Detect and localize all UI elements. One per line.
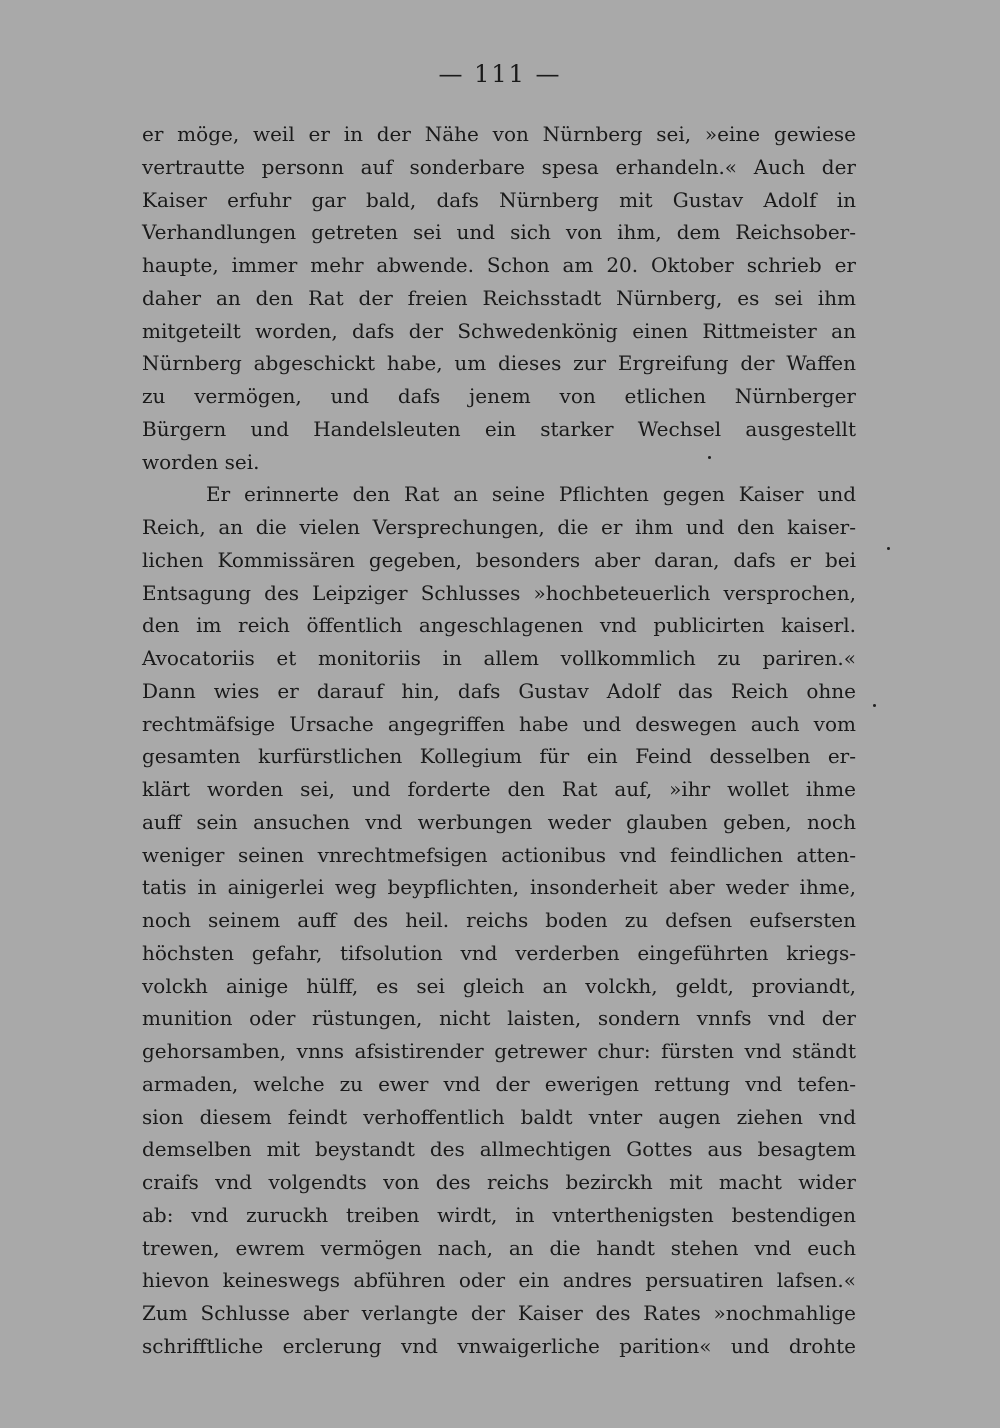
- text-line: Zum Schlusse aber verlangte der Kaiser des Rates »nochmahlige: [142, 1301, 856, 1325]
- text-line: Nürnberg abgeschickt habe, um dieses zur Ergreifung der Waffen: [142, 351, 856, 376]
- text-line: Avocatoriis et monitoriis in allem vollkommlich zu pariren.«: [142, 646, 856, 670]
- text-line: demselben mit beystandt des allmechtigen Gottes aus besagtem: [142, 1137, 856, 1162]
- text-line: Reich, an die vielen Versprechungen, die er ihm und den kaiser-: [142, 515, 856, 539]
- text-line: daher an den Rat der freien Reichsstadt Nürnberg, es sei ihm: [142, 285, 856, 310]
- text-line: hievon keineswegs abführen oder ein andres persuatiren lafsen.«: [142, 1268, 856, 1293]
- print-speck: [873, 704, 876, 707]
- text-line: trewen, ewrem vermögen nach, an die handt stehen vnd euch: [142, 1235, 856, 1260]
- text-line: ab: vnd zuruckh treiben wirdt, in vnterthenigsten bestendigen: [142, 1202, 856, 1227]
- text-line: sion diesem feindt verhoffentlich baldt vnter augen ziehen vnd: [142, 1104, 856, 1129]
- text-line: Verhandlungen getreten sei und sich von ihm, dem Reichsober-: [142, 220, 856, 245]
- text-line: Kaiser erfuhr gar bald, dafs Nürnberg mit Gustav Adolf in: [142, 187, 856, 212]
- body-text: [142, 118, 856, 1363]
- text-line: volckh ainige hülff, es sei gleich an volckh, geldt, proviandt,: [142, 973, 856, 998]
- text-line: weniger seinen vnrechtmefsigen actionibus vnd feindlichen atten-: [142, 842, 856, 867]
- print-speck: [708, 456, 711, 459]
- text-line: mitgeteilt worden, dafs der Schwedenkönig einen Rittmeister an: [142, 318, 856, 343]
- text-line: gesamten kurfürstlichen Kollegium für ein Feind desselben er-: [142, 744, 856, 769]
- text-line: craifs vnd volgendts von des reichs bezirckh mit macht wider: [142, 1170, 856, 1194]
- text-line: haupte, immer mehr abwende. Schon am 20. Oktober schrieb er: [142, 253, 856, 277]
- text-line: er möge, weil er in der Nähe von Nürnberg sei, »eine gewiese: [142, 122, 856, 146]
- text-line: höchsten gefahr, tifsolution vnd verderben eingeführten kriegs-: [142, 940, 856, 965]
- text-line: vertrautte personn auf sonderbare spesa erhandeln.« Auch der: [142, 154, 856, 179]
- page-number: — 111 —: [438, 60, 562, 88]
- text-line: tatis in ainigerlei weg beypflichten, insonderheit aber weder ihme,: [142, 875, 856, 900]
- text-line: rechtmäfsige Ursache angegriffen habe und deswegen auch vom: [142, 711, 856, 736]
- text-line: auff sein ansuchen vnd werbungen weder glauben geben, noch: [142, 809, 856, 834]
- paragraph-end-line: worden sei.: [142, 449, 260, 474]
- paragraph-start-line: Er erinnerte den Rat an seine Pflichten gegen Kaiser und: [206, 482, 856, 507]
- text-line: Dann wies er darauf hin, dafs Gustav Adolf das Reich ohne: [142, 678, 856, 703]
- text-line: Entsagung des Leipziger Schlusses »hochbeteuerlich versprochen,: [142, 580, 856, 605]
- text-line: munition oder rüstungen, nicht laisten, sondern vnnfs vnd der: [142, 1006, 856, 1031]
- text-line: zu vermögen, und dafs jenem von etlichen Nürnberger: [142, 384, 856, 408]
- text-line: den im reich öffentlich angeschlagenen vnd publicirten kaiserl.: [142, 613, 856, 638]
- text-line: noch seinem auff des heil. reichs boden zu defsen eufsersten: [142, 908, 856, 932]
- text-line: Bürgern und Handelsleuten ein starker Wechsel ausgestellt: [142, 416, 856, 441]
- text-line: klärt worden sei, und forderte den Rat auf, »ihr wollet ihme: [142, 777, 856, 801]
- text-line: lichen Kommissären gegeben, besonders aber daran, dafs er bei: [142, 547, 856, 572]
- text-line: schrifftliche erclerung vnd vnwaigerliche parition« und drohte: [142, 1333, 856, 1358]
- text-line: gehorsamben, vnns afsistirender getrewer chur: fürsten vnd ständt: [142, 1039, 856, 1063]
- text-line: armaden, welche zu ewer vnd der ewerigen rettung vnd tefen-: [142, 1071, 856, 1096]
- print-speck: [887, 547, 890, 550]
